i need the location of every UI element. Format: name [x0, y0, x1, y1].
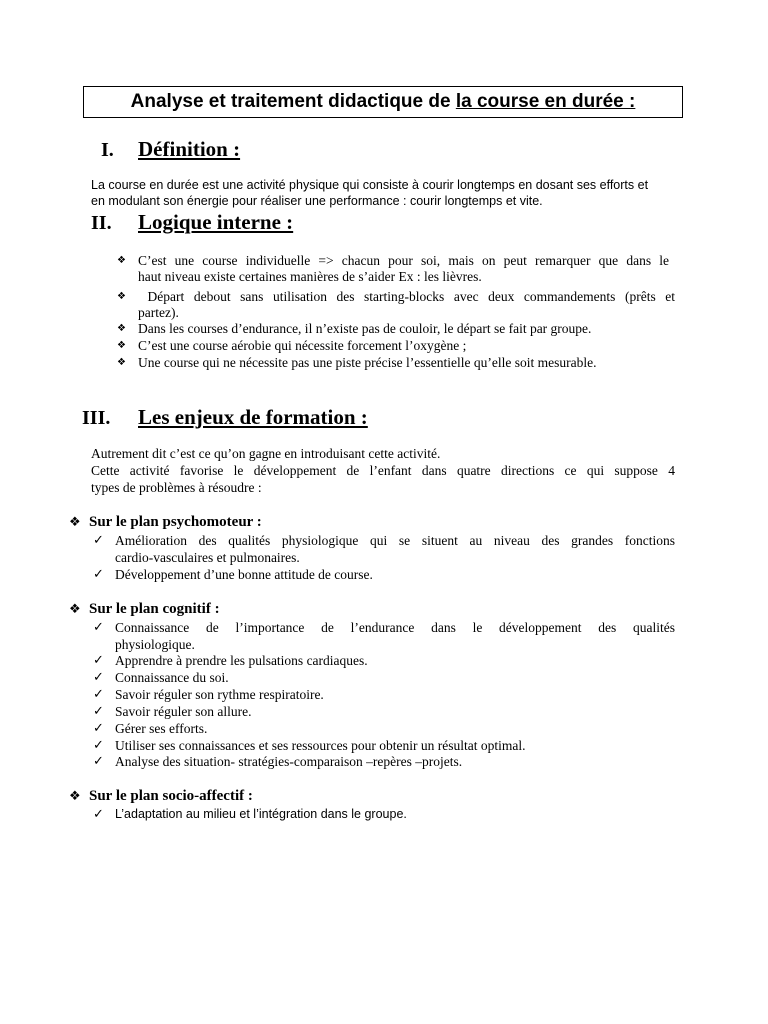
checkmark-icon: ✓: [93, 721, 104, 736]
logique-bullet: Une course qui ne nécessite pas une piste précise l’essentielle qu’elle soit mesurable.: [138, 355, 597, 370]
plan-title: Sur le plan socio-affectif :: [89, 788, 253, 804]
document-title: [83, 86, 683, 118]
section-3-number: III.: [82, 407, 111, 429]
plan-item: Utiliser ses connaissances et ses ressources pour obtenir un résultat optimal.: [115, 738, 526, 753]
definition-line: en modulant son énergie pour réaliser une performance : courir longtemps et vite.: [91, 194, 543, 208]
section-3-title: Les enjeux de formation :: [138, 405, 368, 429]
section-1-title: Définition :: [138, 137, 241, 161]
diamond-bullet-icon: ❖: [69, 789, 81, 804]
checkmark-icon: ✓: [93, 807, 104, 822]
diamond-bullet-icon: ❖: [117, 357, 126, 368]
logique-bullet: Dans les courses d’endurance, il n’existe pas de couloir, le départ se fait par groupe.: [138, 321, 592, 336]
diamond-bullet-icon: ❖: [69, 602, 81, 617]
plan-item: Analyse des situation- stratégies-comparaison –repères –projets.: [115, 754, 463, 769]
logique-bullet: C’est une course aérobie qui nécessite forcement l’oxygène ;: [138, 338, 467, 353]
checkmark-icon: ✓: [93, 533, 104, 548]
plan-item: Amélioration des qualités physiologique qui se situent au niveau des grandes fonctions: [115, 533, 675, 548]
plan-item: L’adaptation au milieu et l’intégration dans le groupe.: [115, 807, 407, 821]
title-underlined: la course en durée :: [455, 91, 636, 112]
title-prefix: Analyse et traitement didactique de: [130, 91, 456, 112]
section-2-title: Logique interne :: [138, 210, 294, 234]
checkmark-icon: ✓: [93, 738, 104, 753]
logique-bullet-cont: partez).: [138, 305, 179, 320]
diamond-bullet-icon: ❖: [117, 291, 126, 302]
section-1-number: I.: [101, 139, 114, 161]
logique-bullet: C’est une course individuelle => chacun pour soi, mais on peut remarquer que dans le: [138, 253, 669, 268]
plan-item: Savoir réguler son rythme respiratoire.: [115, 687, 324, 702]
plan-item: Savoir réguler son allure.: [115, 704, 252, 719]
definition-line: La course en durée est une activité physique qui consiste à courir longtemps en dosant ses efforts et: [91, 178, 649, 192]
enjeux-intro-line: Autrement dit c’est ce qu’on gagne en introduisant cette activité.: [91, 446, 441, 461]
diamond-bullet-icon: ❖: [117, 323, 126, 334]
plan-item: Connaissance du soi.: [115, 670, 229, 685]
section-2-number: II.: [91, 212, 112, 234]
enjeux-intro-line: Cette activité favorise le développement de l’enfant dans quatre directions ce qui suppose 4: [91, 463, 675, 478]
checkmark-icon: ✓: [93, 754, 104, 769]
checkmark-icon: ✓: [93, 620, 104, 635]
enjeux-intro-line: types de problèmes à résoudre :: [91, 480, 262, 495]
plan-item: Gérer ses efforts.: [115, 721, 208, 736]
plan-item: Développement d’une bonne attitude de course.: [115, 567, 373, 582]
checkmark-icon: ✓: [93, 687, 104, 702]
plan-title: Sur le plan cognitif :: [89, 601, 220, 617]
checkmark-icon: ✓: [93, 653, 104, 668]
logique-bullet-cont: haut niveau existe certaines manières de s’aider Ex : les lièvres.: [138, 269, 482, 284]
plan-item: Apprendre à prendre les pulsations cardiaques.: [115, 653, 368, 668]
plan-title: Sur le plan psychomoteur :: [89, 514, 262, 530]
logique-bullet: Départ debout sans utilisation des starting-blocks avec deux commandements (prêts et: [138, 289, 675, 304]
diamond-bullet-icon: ❖: [69, 515, 81, 530]
checkmark-icon: ✓: [93, 704, 104, 719]
diamond-bullet-icon: ❖: [117, 340, 126, 351]
plan-item: Connaissance de l’importance de l’endurance dans le développement des qualités: [115, 620, 675, 635]
plan-item-cont: physiologique.: [115, 637, 195, 652]
checkmark-icon: ✓: [93, 567, 104, 582]
diamond-bullet-icon: ❖: [117, 255, 126, 266]
plan-item-cont: cardio-vasculaires et pulmonaires.: [115, 550, 300, 565]
checkmark-icon: ✓: [93, 670, 104, 685]
